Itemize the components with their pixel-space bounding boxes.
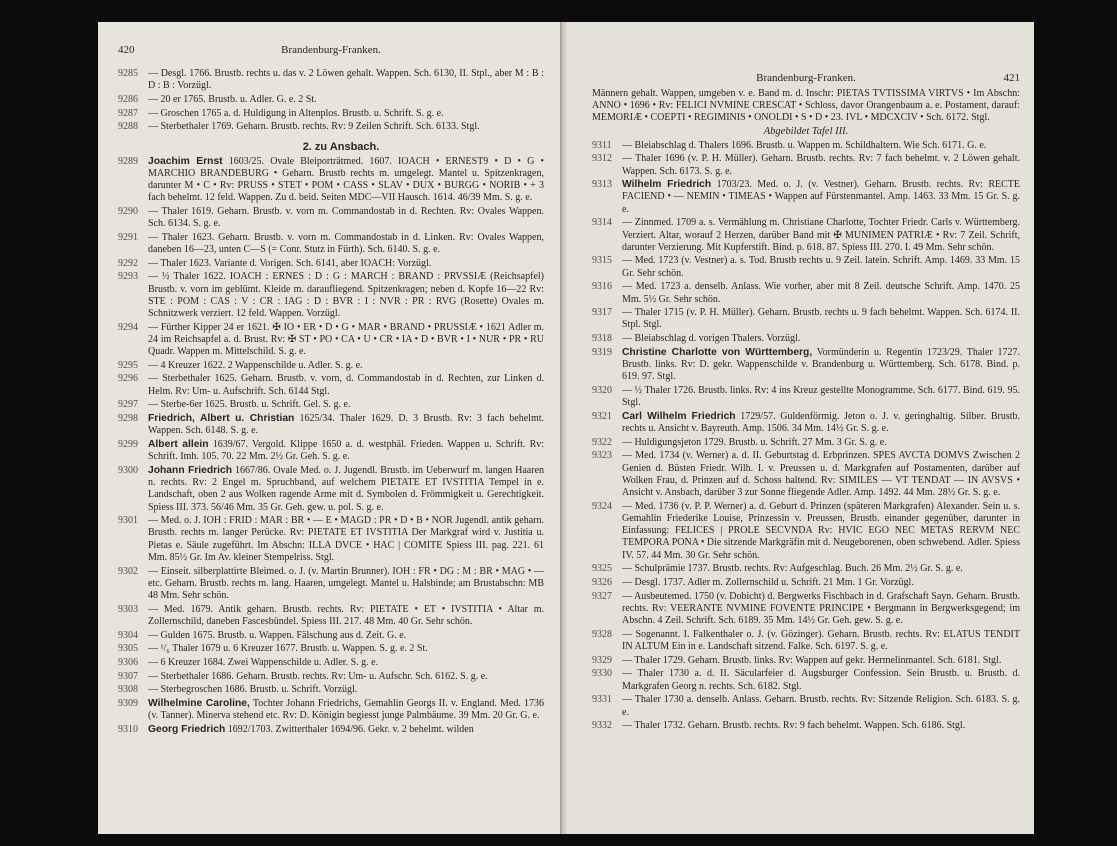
- entry-text: — Thaler 1730 a. d. II. Säcularfeier d. Augsburger Confession. Sein Brustb. u. Brustb. d. Markgrafen Georg n. rechts. Sch. 6182. Stgl.: [622, 668, 1020, 692]
- lot-number: 9329: [592, 654, 612, 666]
- ruler-name: Wilhelmine Caroline,: [148, 698, 250, 710]
- catalog-entry: [592, 563, 1020, 575]
- catalog-entry: [592, 450, 1020, 499]
- entry-body: [148, 724, 544, 736]
- catalog-entry: [118, 698, 544, 722]
- entry-text: — Schulprämie 1737. Brustb. rechts. Rv: Aufgeschlag. Buch. 26 Mm. 2½ Gr. S. g. e.: [622, 563, 963, 575]
- lot-number: 9304: [118, 629, 138, 641]
- left-page: [98, 22, 562, 834]
- entry-text: — Huldigungsjeton 1729. Brustb. u. Schrift. 27 Mm. 3 Gr. S. g. e.: [622, 436, 887, 448]
- catalog-entry: [118, 439, 544, 463]
- catalog-entry: [118, 271, 544, 320]
- entry-text: — ½ Thaler 1622. IOACH : ERNES : D : G : MARCH : BRAND : PRVSSIÆ (Reichsapfel) Brustb. v. vorn im geblümt. Kleide m. daraufliegend. Spitzenkragen; neben d. Kopfe 16—22 Rv: STE : POM : CAS : V : CR : IAG : D : BVR : I : NVR : PR : RVG (Rosette) Ovales m. Schnitzwerk verziert. 12 feld. Wappen. Vorzügl.: [148, 271, 544, 319]
- entry-body: [622, 347, 1020, 384]
- lot-number: 9314: [592, 217, 612, 229]
- lot-number: 9290: [118, 205, 138, 217]
- catalog-entry: [592, 333, 1020, 345]
- entry-body: [622, 694, 1020, 718]
- lot-number: 9332: [592, 720, 612, 732]
- entry-text: — Sterbethaler 1769. Geharn. Brustb. rechts. Rv: 9 Zeilen Schrift. Sch. 6133. Stgl.: [148, 121, 480, 133]
- ruler-name: Wilhelm Friedrich: [622, 179, 712, 191]
- entry-text: — 20 er 1765. Brustb. u. Adler. G. e. 2 St.: [148, 93, 317, 105]
- lot-number: 9324: [592, 500, 612, 512]
- entry-text: 1667/86. Ovale Med. o. J. Jugendl. Brustb. im Ueberwurf m. langen Haaren n. rechts. Rv: 2 Engel m. Spruchband, auf welchem PIETATE ET IVSTITIA Tempel in e. Landschaft, oben 2 aus Wolken ragende Arme mit d. Symbolen d. Frömmigkeit u. Gerechtigkeit. Spiess III. 373. 56/46 Mm. 35 Gr. Geh. gew. u. pol. S. g. e.: [148, 464, 545, 513]
- catalog-entry: [118, 657, 544, 669]
- catalog-entry: [592, 217, 1020, 254]
- catalog-entry: [118, 684, 544, 696]
- catalog-entry: [592, 668, 1020, 692]
- catalog-entry: [118, 360, 544, 372]
- lot-number: 9317: [592, 307, 612, 319]
- lot-number: 9327: [592, 590, 612, 602]
- lot-number: 9311: [592, 139, 612, 151]
- entry-body: [148, 68, 544, 92]
- catalog-entry: [118, 630, 544, 642]
- catalog-entry: [592, 437, 1020, 449]
- entry-body: [148, 258, 544, 270]
- catalog-entry: [592, 179, 1020, 216]
- entry-body: [148, 604, 544, 628]
- catalog-entry: [592, 577, 1020, 589]
- entry-body: [148, 108, 544, 120]
- lot-number: 9328: [592, 628, 612, 640]
- entry-text: — Einseit. silberplattirte Bleimed. o. J. (v. Martin Brunner). IOH : FR • DG : M : BR • MAG • — etc. Geharn. Brustb. rechts m. lang. Haaren, umgelegt. Mantel u. Halsbinde; am Brustabschn: MB 48 Mm. Sehr schön.: [148, 565, 544, 601]
- entry-text: — Sterbe-6er 1625. Brustb. u. Schrift. Gel. S. g. e.: [148, 399, 351, 411]
- entry-body: [622, 179, 1020, 216]
- lot-number: 9316: [592, 281, 612, 293]
- catalog-entry: [118, 94, 544, 106]
- entry-body: [622, 668, 1020, 692]
- entry-body: [148, 413, 544, 437]
- lot-number: 9322: [592, 436, 612, 448]
- lot-number: 9307: [118, 670, 138, 682]
- catalog-entry: [118, 724, 544, 736]
- entry-text: — Med. 1734 (v. Werner) a. d. II. Geburtstag d. Erbprinzen. SPES AVCTA DOMVS Zwischen 2 Genien d. Büsten Friedr. Wilh. I. v. Preussen u. d. Markgrafen auf Postamenten, darüber auf Wolken Frau, d. Prinzen auf d. Schoss haltend. Rv: SIMILES — VT TENDAT — IN AVSVS • Ansicht v. Ansbach, darüber 3 zur Sonne fliegende Adler. Amp. 1492. 44 Mm. 28½ Gr. S. g. e.: [622, 450, 1020, 499]
- entry-body: [148, 465, 544, 514]
- catalog-entry: [118, 108, 544, 120]
- catalog-entry: [118, 515, 544, 564]
- catalog-entry: [592, 501, 1020, 562]
- right-page-number: 421: [1003, 72, 1020, 84]
- entry-text: — Sterbethaler 1625. Geharn. Brustb. v. vorn, d. Commandostab in d. Rechten, zur Linken d. Helm. Rv: Um- u. Aufschrift. Sch. 6144 Stgl.: [148, 373, 544, 397]
- ruler-name: Joachim Ernst: [148, 155, 223, 167]
- catalog-entry: [118, 258, 544, 270]
- entry-body: [148, 630, 544, 642]
- lot-number: 9292: [118, 257, 138, 269]
- lot-number: 9331: [592, 694, 612, 706]
- catalog-entry: [592, 591, 1020, 628]
- entry-text: — Med. 1736 (v. P. P. Werner) a. d. Geburt d. Prinzen (späteren Markgrafen) Alexander. Sein u. s. Gemahlin Friederike Louise, Prinzessin v. Preussen, Brustb. einander gegenüber, darunter in Einfassung: FELICES | PROLE SECVNDA Rv: HVIC EGO NEC METAS RERVM NEC TEMPORA PONA • Die sitzende Markgräfin mit d. Neugeborenen, oben schwebend. Adler. Spiess IV. 57. 44 Mm. 30 Gr. Sehr schön.: [622, 500, 1020, 561]
- entry-text: 1703/23. Med. o. J. (v. Vestner). Geharn. Brustb. rechts. Rv: RECTE FACIEND • — NEMIN • TIMEAS • Wappen auf Fürstenmantel. Amp. 1463. 33 Mm. 15 Gr. S. g. e.: [622, 179, 1020, 215]
- lot-number: 9286: [118, 93, 138, 105]
- lot-number: 9308: [118, 684, 138, 696]
- entry-body: [622, 385, 1020, 409]
- entry-body: [148, 156, 544, 205]
- entry-text: — Fürther Kipper 24 er 1621. ✠ IO • ER • D • G • MAR • BRAND • PRUSSIÆ • 1621 Adler m. 24 im Reichsapfel a. d. Brust. Rv: ✠ ST • PO • CA • U • CR • IA • D • BVR • I • NUR • PR • RU Quadr. Wappen m. Mittelschild. S. g. e.: [148, 321, 544, 358]
- entry-text: — Thaler 1696 (v. P. H. Müller). Geharn. Brustb. rechts. Rv: 7 fach behelmt. v. 2 Löwen gehalt. Wappen. Sch. 6173. S. g. e.: [622, 153, 1020, 177]
- entry-body: [622, 563, 1020, 575]
- catalog-entry: [118, 156, 544, 205]
- entry-text: 1729/57. Guldenförmig. Jeton o. J. v. geringhaltig. Silber. Brustb. rechts u. Ansicht v. Bayreuth. Amp. 1506. 34 Mm. 14½ Gr. S. g. e.: [622, 410, 1020, 435]
- entry-text: 1639/67. Vergold. Klippe 1650 a. d. westphäl. Frieden. Wappen u. Schrift. Rv: Schrift. Imh. 105. 70. 22 Mm. 2½ Gr. Geh. S. g. e.: [148, 438, 545, 463]
- lot-number: 9301: [118, 515, 138, 527]
- entry-body: [148, 121, 544, 133]
- entry-text: — Bleiabschlag d. vorigen Thalers. Vorzügl.: [622, 333, 801, 345]
- entry-body: [622, 501, 1020, 562]
- catalog-entry: [118, 399, 544, 411]
- entry-text: 1692/1703. Zwitterthaler 1694/96. Gekr. v. 2 behelmt. wilden: [227, 723, 474, 735]
- entry-text: — ¹/₆ Thaler 1679 u. 6 Kreuzer 1677. Brustb. u. Wappen. S. g. e. 2 St.: [148, 643, 428, 655]
- entry-body: [622, 655, 1020, 667]
- entry-text: — Sterbethaler 1686. Geharn. Brustb. rechts. Rv: Um- u. Aufschr. Sch. 6162. S. g. e.: [148, 670, 488, 682]
- left-entries-top: [118, 68, 544, 134]
- entry-text: — Gulden 1675. Brustb. u. Wappen. Fälschung aus d. Zeit. G. e.: [148, 629, 407, 641]
- lot-number: 9310: [118, 723, 138, 735]
- lot-number: 9306: [118, 656, 138, 668]
- entry-body: [148, 373, 544, 397]
- catalog-entry: [118, 373, 544, 397]
- ruler-name: Albert allein: [148, 438, 209, 450]
- entry-body: [622, 333, 1020, 345]
- entry-text: — Med. 1679. Antik geharn. Brustb. rechts. Rv: PIETATE • ET • IVSTITIA • Altar m. Zollernschild, daneben Fascesbündel. Spiess III. 217. 48 Mm. 40 Gr. Sehr schön.: [148, 603, 544, 627]
- entry-text: — Thaler 1732. Geharn. Brustb. rechts. Rv: 9 fach behelmt. Wappen. Sch. 6186. Stgl.: [622, 720, 966, 732]
- lot-number: 9303: [118, 603, 138, 615]
- entry-body: [622, 255, 1020, 279]
- entry-body: [622, 140, 1020, 152]
- entry-body: [148, 232, 544, 256]
- entry-text: — Groschen 1765 a. d. Huldigung in Altenplos. Brustb. u. Schrift. S. g. e.: [148, 107, 444, 119]
- catalog-entry: [592, 411, 1020, 435]
- catalog-entry: [592, 307, 1020, 331]
- ruler-name: Carl Wilhelm Friedrich: [622, 410, 736, 422]
- catalog-entry: [592, 629, 1020, 653]
- catalog-entry: [118, 566, 544, 603]
- entry-text: — Med. 1723 (v. Vestner) a. s. Tod. Brustb rechts u. 9 Zeil. latein. Schrift. Amp. 1469. 33 Mm. 15 Gr. Sehr schön.: [622, 255, 1020, 279]
- catalog-entry: [592, 655, 1020, 667]
- entry-text: — 4 Kreuzer 1622. 2 Wappenschilde u. Adler. S. g. e.: [148, 359, 363, 371]
- entry-text: 1603/25. Ovale Bleiporträtmed. 1607. IOACH • ERNEST9 • D • G • MARCHIO BRANDEBURG • Geharn. Brustb rechts m. umgelegt. Mantel u. Spitzenkragen, darunter M • C • Rv: PRUSS • STET • POM • CASS • SLAV • DUX • BURGG • NORIB • + 3 fach behelmt. 12 feld. Wappen. Zu d. beid. Seiten MDC—VII Hausch. 1614. 46/39 Mm. S. g. e.: [148, 155, 544, 204]
- lot-number: 9288: [118, 121, 138, 133]
- entry-text: — Zinnmed. 1709 a. s. Vermählung m. Christiane Charlotte, Tochter Friedr. Carls v. Württemberg. Verziert. Altar, worauf 2 Herzen, darüber Band mit ✠ MUNIMEN PATRIÆ • Rv: 7 Zeil. Schrift, darunter Verzierung. Mit Kupferstift. Bind. p. 618. 87. Spiess III. 270. I. 49 Mm. Sehr schön.: [622, 217, 1020, 253]
- lot-number: 9313: [592, 179, 612, 191]
- ruler-name: Christine Charlotte von Württemberg,: [622, 346, 813, 358]
- catalog-entry: [118, 604, 544, 628]
- entry-text: — Thaler 1729. Geharn. Brustb. links. Rv: Wappen auf gekr. Hermelinmantel. Sch. 6181. Stgl.: [622, 654, 1002, 666]
- entry-text: — Sterbegroschen 1686. Brustb. u. Schrift. Vorzügl.: [148, 684, 358, 696]
- entry-text: — Desgl. 1737. Adler m. Zollernschild u. Schrift. 21 Mm. 1 Gr. Vorzügl.: [622, 577, 914, 589]
- catalog-entry: [118, 413, 544, 437]
- entry-body: [622, 281, 1020, 305]
- lot-number: 9326: [592, 577, 612, 589]
- lot-number: 9312: [592, 153, 612, 165]
- entry-text: — Desgl. 1766. Brustb. rechts u. das v. 2 Löwen gehalt. Wappen. Sch. 6130, II. Stpl., aber M : B : D : B : Vorzügl.: [148, 68, 544, 92]
- lot-number: 9298: [118, 413, 138, 425]
- lot-number: 9299: [118, 438, 138, 450]
- entry-body: [622, 153, 1020, 177]
- lot-number: 9300: [118, 464, 138, 476]
- entry-body: [148, 271, 544, 320]
- lot-number: 9287: [118, 107, 138, 119]
- section-title: 2. zu Ansbach.: [302, 140, 380, 153]
- lot-number: 9305: [118, 643, 138, 655]
- catalog-entry: [592, 347, 1020, 384]
- catalog-entry: [592, 385, 1020, 409]
- entry-body: [622, 591, 1020, 628]
- entry-body: [148, 399, 544, 411]
- lot-number: 9325: [592, 563, 612, 575]
- entry-text: Tochter Johann Friedrichs, Gemahlin Georgs II. v. England. Med. 1736 (v. Tanner). Minerva stehend etc. Rv: D. Königin begiesst junge Palmbäume. 39 Mm. 20 Gr. G. e.: [148, 698, 544, 722]
- plate-caption: Abgebildet Tafel III.: [763, 125, 849, 137]
- lot-number: 9330: [592, 668, 612, 680]
- right-running-title: Brandenburg-Franken.: [756, 72, 856, 84]
- entry-body: [622, 720, 1020, 732]
- ruler-name: Friedrich, Albert u. Christian: [148, 413, 295, 425]
- ruler-name: Johann Friedrich: [148, 464, 233, 476]
- entry-text: — Bleiabschlag d. Thalers 1696. Brustb. u. Wappen m. Schildhaltern. Wie Sch. 6171. G. e.: [622, 139, 987, 151]
- catalog-entry: [118, 671, 544, 683]
- entry-body: [148, 671, 544, 683]
- entry-body: [148, 206, 544, 230]
- entry-body: [622, 411, 1020, 435]
- lot-number: 9320: [592, 384, 612, 396]
- catalog-entry: [118, 465, 544, 514]
- catalog-entry: [118, 68, 544, 92]
- lot-number: 9293: [118, 271, 138, 283]
- lot-number: 9291: [118, 231, 138, 243]
- catalog-entry: [592, 153, 1020, 177]
- catalog-entry: [118, 121, 544, 133]
- entry-text: — 6 Kreuzer 1684. Zwei Wappenschilde u. Adler. S. g. e.: [148, 656, 379, 668]
- entry-body: [148, 94, 544, 106]
- lot-number: 9294: [118, 321, 138, 333]
- lot-number: 9297: [118, 399, 138, 411]
- catalog-entry: [592, 694, 1020, 718]
- catalog-entry: [118, 322, 544, 359]
- lot-number: 9318: [592, 333, 612, 345]
- left-running-head: [118, 44, 544, 56]
- entry-body: [148, 643, 544, 655]
- lot-number: 9323: [592, 450, 612, 462]
- entry-text: — Ausbeutemed. 1750 (v. Dobicht) d. Bergwerks Fischbach in d. Grafschaft Sayn. Geharn. Brustb. rechts. Rv: VEERANTE NVMINE FOVENTE PRINCIPE • Bergmann in Bergwerksgegend; im Abschn. 4 Zeil. Schrift. Sch. 6189. 35 Mm. 14½ Gr. Geh. gew. S. g. e.: [622, 590, 1020, 627]
- ruler-name: Georg Friedrich: [148, 723, 226, 735]
- lot-number: 9296: [118, 373, 138, 385]
- left-page-number: 420: [118, 44, 135, 56]
- entry-body: [148, 684, 544, 696]
- catalog-entry: [118, 206, 544, 230]
- entry-text: 1625/34. Thaler 1629. D. 3 Brustb. Rv: 3 fach behelmt. Wappen. Sch. 6148. S. g. e.: [148, 413, 545, 437]
- entry-body: [622, 450, 1020, 499]
- entry-text: — Med. o. J. IOH : FRID : MAR : BR • — E • MAGD : PR • D • B • NOR Jugendl. antik geharn. Brustb. rechts m. langer Perücke. Rv: PIETATE ET IVSTITIA Der Markgraf wird v. Justitia u. Pietas e. Säule zugeführt. Im Abschn: ILLA DVCE • HAC | COMITE Spiess III. pag. 221. 61 Mm. 85½ Gr. Im Av. kleiner Stempelriss. Stgl.: [148, 515, 544, 563]
- entry-body: [148, 322, 544, 359]
- left-entries-main: [118, 156, 544, 737]
- right-page: [566, 22, 1034, 834]
- lot-number: 9319: [592, 346, 612, 358]
- lot-number: 9309: [118, 698, 138, 710]
- entry-body: [622, 307, 1020, 331]
- catalog-entry: [118, 643, 544, 655]
- entry-text: — Thaler 1619. Geharn. Brustb. v. vorn m. Commandostab in d. Rechten. Rv: Ovales Wappen. Sch. 6134. S. g. e.: [148, 205, 544, 230]
- entry-body: [622, 217, 1020, 254]
- catalog-entry: [592, 281, 1020, 305]
- lot-number: 9285: [118, 68, 138, 79]
- lot-number: 9302: [118, 565, 138, 577]
- catalog-entry: [118, 232, 544, 256]
- entry-text: — Thaler 1623. Geharn. Brustb. v. vorn m. Commandostab in d. Linken. Rv: Ovales Wappen, daneben 16—23, unten C—S (= Conr. Stutz in Fürth). Sch. 6140. S. g. e.: [148, 231, 544, 255]
- lot-number: 9315: [592, 255, 612, 267]
- entry-body: [148, 657, 544, 669]
- right-running-head: [592, 72, 1020, 84]
- entry-text: — Med. 1723 a. denselb. Anlass. Wie vorher, aber mit 8 Zeil. deutsche Schrift. Amp. 1470. 25 Mm. 5½ Gr. Sehr schön.: [622, 281, 1020, 305]
- catalog-entry: [592, 255, 1020, 279]
- entry-text: — Thaler 1623. Variante d. Vorigen. Sch. 6141, aber IOACH: Vorzügl.: [148, 257, 432, 269]
- left-running-title: Brandenburg-Franken.: [281, 44, 381, 56]
- entry-text: — Thaler 1730 a. denselb. Anlass. Geharn. Brustb. rechts. Rv: Sitzende Religion. Sch. 6183. S. g. e.: [622, 694, 1020, 718]
- entry-body: [148, 360, 544, 372]
- entry-text: — Thaler 1715 (v. P. H. Müller). Geharn. Brustb. rechts u. 9 fach behelmt. Wappen. Sch. 6174. II. Stpl. Stgl.: [622, 307, 1020, 331]
- entry-text: Vormünderin u. Regentin 1723/29. Thaler 1727. Brustb. links. Rv: D. gekr. Wappenschilde v. Brandenburg u. Württemberg. Sch. 6178. Bind. p. 619. 97. Stgl.: [622, 346, 1020, 383]
- catalog-entry: [592, 140, 1020, 152]
- entry-body: [148, 566, 544, 603]
- entry-text: — ½ Thaler 1726. Brustb. links. Rv: 4 ins Kreuz gestellte Monogramme. Sch. 6177. Bind. 619. 95. Stgl.: [622, 384, 1020, 409]
- lot-number: 9289: [118, 155, 138, 167]
- entry-body: [148, 698, 544, 722]
- entry-body: [148, 515, 544, 564]
- catalog-entry: [592, 720, 1020, 732]
- entry-text: — Sogenannt. I. Falkenthaler o. J. (v. Gözinger). Geharn. Brustb. rechts. Rv: ELATUS TENDIT IN ALTUM Ein in e. Landschaft sitzend. Falke. Sch. 6197. S. g. e.: [622, 628, 1020, 653]
- entry-body: [622, 629, 1020, 653]
- entry-body: [622, 437, 1020, 449]
- lot-number: 9321: [592, 410, 612, 422]
- entry-body: [148, 439, 544, 463]
- continued-entry-text: Männern gehalt. Wappen, umgeben v. e. Band m. d. Inschr: PIETAS TVTISSIMA VIRTVS • Im Abschn: ANNO • 1696 • Rv: FELICI NVMINE CRESCAT • Schloss, davor Orangenbaum a. e. Postament, darauf: MEMORIÆ • COEPTI • REGIMINIS • ONOLDI • S • D • 23. IVL • MDCXCIV • Sch. 6172. Stgl.: [592, 88, 1020, 124]
- right-entries: [592, 140, 1020, 733]
- lot-number: 9295: [118, 359, 138, 371]
- entry-body: [622, 577, 1020, 589]
